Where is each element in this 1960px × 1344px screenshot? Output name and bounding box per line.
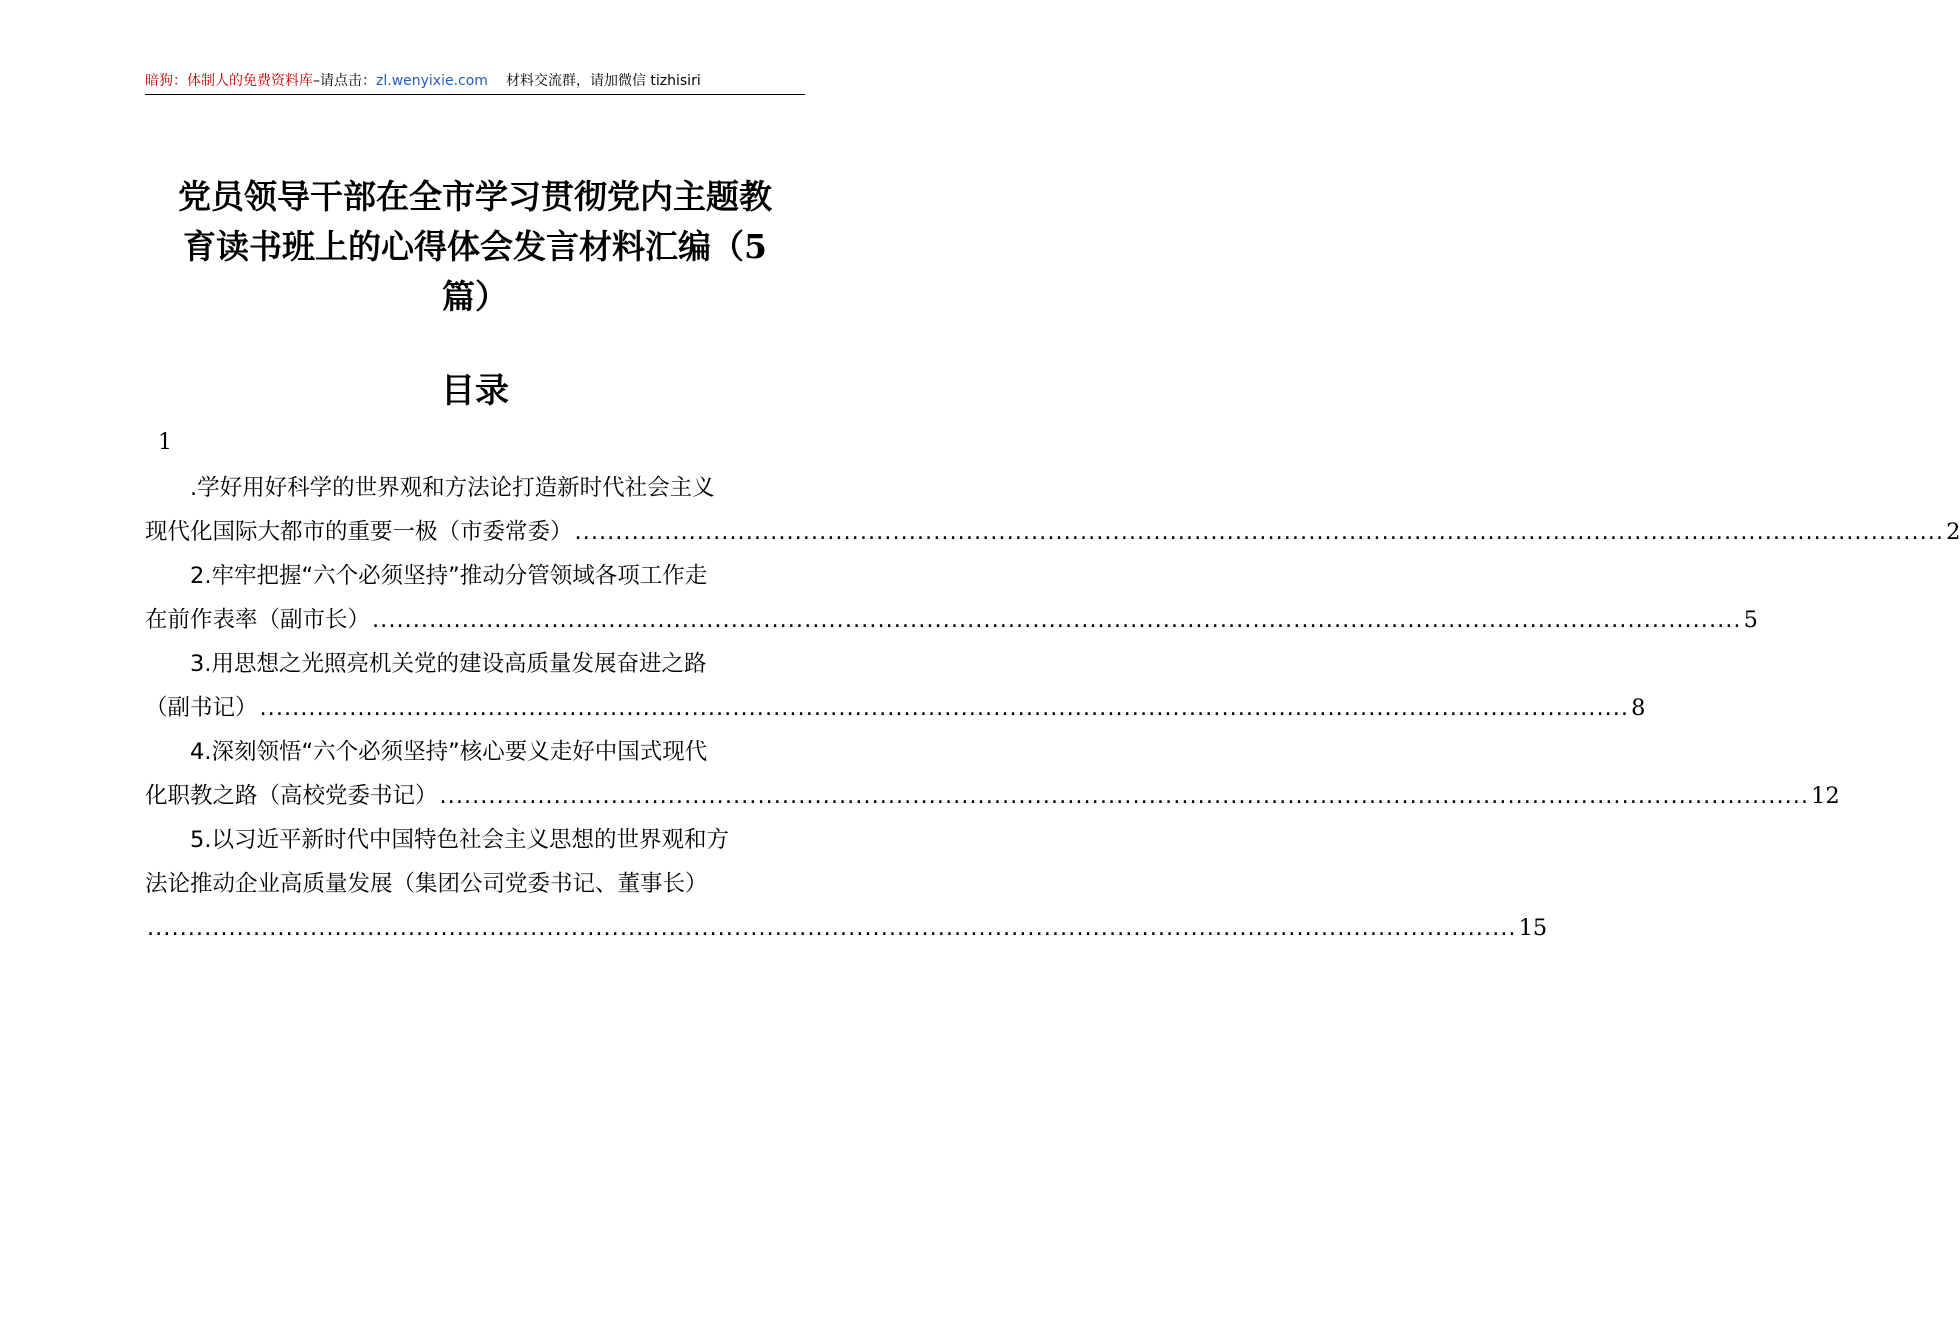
toc-page-number: 2 <box>1946 519 1960 545</box>
toc-stray-number: 1 <box>158 430 172 455</box>
toc-entry[interactable] <box>145 642 1646 730</box>
page-header <box>145 70 805 95</box>
header-wechat-note: 材料交流群，请加微信 tizhisiri <box>505 73 701 89</box>
toc-entry-line <box>145 510 1960 554</box>
toc-entry[interactable] <box>145 730 1840 818</box>
toc-leader-dots: ........................................................................................................................................................................ <box>574 519 1945 545</box>
document-title <box>145 172 805 322</box>
header-site-name: 暗狗：体制人的免费资料库 <box>145 73 313 89</box>
toc-heading: 目录 <box>441 371 509 411</box>
toc-entry-text: （副书记） <box>145 695 258 721</box>
toc-entry-line <box>145 774 1840 818</box>
toc-entry-text: 现代化国际大都市的重要一极（市委常委） <box>145 519 573 545</box>
toc-leader-dots: ........................................................................................................................................................................ <box>372 607 1742 633</box>
toc-page-number: 12 <box>1811 783 1840 809</box>
toc-leader-dots: ........................................................................................................................................................................ <box>147 915 1517 941</box>
header-link[interactable]: zl.wenyixie.com <box>376 73 488 89</box>
toc-entry-line <box>145 906 1548 950</box>
toc-entry-line: 2.牢牢把握“六个必须坚持”推动分管领域各项工作走 <box>190 563 708 589</box>
toc-entry[interactable] <box>145 554 1758 642</box>
toc-entry-line: .学好用好科学的世界观和方法论打造新时代社会主义 <box>190 475 715 501</box>
toc-entry-line: 5.以习近平新时代中国特色社会主义思想的世界观和方 <box>190 827 729 853</box>
toc-page-number: 8 <box>1631 695 1646 721</box>
toc-entry[interactable] <box>145 466 1960 554</box>
toc-entry-line: 3.用思想之光照亮机关党的建设高质量发展奋进之路 <box>190 651 707 677</box>
toc-entry[interactable] <box>145 818 1548 950</box>
toc-entry-line: 4.深刻领悟“六个必须坚持”核心要义走好中国式现代 <box>190 739 708 765</box>
toc-entry-text: 在前作表率（副市长） <box>145 607 371 633</box>
toc-entry-line: 法论推动企业高质量发展（集团公司党委书记、董事长） <box>145 871 708 897</box>
toc-entry-line <box>145 686 1646 730</box>
toc-page-number: 15 <box>1518 915 1548 941</box>
table-of-contents <box>145 466 1960 950</box>
title-line: 篇） <box>442 277 508 316</box>
toc-entry-text: 化职教之路（高校党委书记） <box>145 783 438 809</box>
header-separator: –请点击： <box>313 73 376 89</box>
toc-leader-dots: ........................................................................................................................................................................ <box>259 695 1630 721</box>
toc-leader-dots: ........................................................................................................................................................................ <box>439 783 1810 809</box>
toc-page-number: 5 <box>1743 607 1758 633</box>
toc-entry-line <box>145 598 1758 642</box>
title-line: 育读书班上的心得体会发言材料汇编（5 <box>183 227 767 266</box>
title-line: 党员领导干部在全市学习贯彻党内主题教 <box>178 177 772 216</box>
